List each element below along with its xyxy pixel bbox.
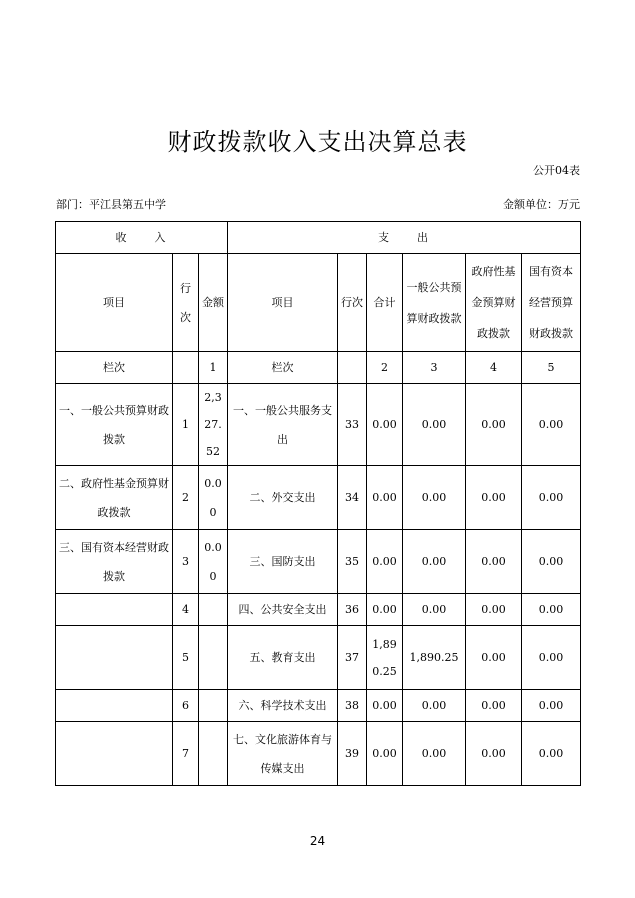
income-item-cell	[56, 594, 173, 626]
budget-table	[55, 221, 581, 786]
colno-empty-2	[338, 352, 367, 384]
state-capital-cell: 0.00	[522, 690, 581, 722]
general-budget-cell: 0.00	[403, 384, 466, 466]
table-row	[56, 466, 581, 530]
state-capital-cell: 0.00	[522, 626, 581, 690]
header-state-capital: 国有资本经营预算财政拨款	[522, 254, 581, 352]
page-title: 财政拨款收入支出决算总表	[167, 128, 468, 156]
header-expense-line-no: 行次	[338, 254, 367, 352]
income-section-header: 收 入	[56, 222, 228, 254]
header-total: 合计	[367, 254, 403, 352]
general-budget-cell: 0.00	[403, 466, 466, 530]
total-cell: 0.00	[367, 722, 403, 786]
expense-item-cell: 七、文化旅游体育与传媒支出	[228, 722, 338, 786]
expense-line-cell: 36	[338, 594, 367, 626]
income-item-cell: 三、国有资本经营财政拨款	[56, 530, 173, 594]
income-item-cell	[56, 626, 173, 690]
gov-fund-cell: 0.00	[466, 690, 522, 722]
income-amount-cell	[199, 690, 228, 722]
total-cell: 0.00	[367, 384, 403, 466]
expense-item-cell: 六、科学技术支出	[228, 690, 338, 722]
total-cell: 0.00	[367, 530, 403, 594]
colno-1: 1	[199, 352, 228, 384]
colno-3: 3	[403, 352, 466, 384]
state-capital-cell: 0.00	[522, 384, 581, 466]
income-amount-cell: 0.00	[199, 466, 228, 530]
header-gov-fund: 政府性基金预算财政拨款	[466, 254, 522, 352]
table-row	[56, 594, 581, 626]
gov-fund-cell: 0.00	[466, 722, 522, 786]
income-line-cell: 6	[173, 690, 199, 722]
expense-line-cell: 34	[338, 466, 367, 530]
table-row	[56, 690, 581, 722]
colno-5: 5	[522, 352, 581, 384]
table-row	[56, 626, 581, 690]
table-row	[56, 722, 581, 786]
income-line-cell: 1	[173, 384, 199, 466]
header-general-budget: 一般公共预算财政拨款	[403, 254, 466, 352]
department-label: 部门：平江县第五中学	[56, 198, 166, 211]
total-cell: 1,890.25	[367, 626, 403, 690]
income-amount-cell: 0.00	[199, 530, 228, 594]
table-row	[56, 384, 581, 466]
gov-fund-cell: 0.00	[466, 466, 522, 530]
state-capital-cell: 0.00	[522, 722, 581, 786]
general-budget-cell: 1,890.25	[403, 626, 466, 690]
general-budget-cell: 0.00	[403, 594, 466, 626]
expense-line-cell: 39	[338, 722, 367, 786]
form-code: 公开04表	[533, 164, 580, 177]
expense-line-cell: 35	[338, 530, 367, 594]
state-capital-cell: 0.00	[522, 466, 581, 530]
header-income-item: 项目	[56, 254, 173, 352]
total-cell: 0.00	[367, 594, 403, 626]
colno-4: 4	[466, 352, 522, 384]
amount-unit-label: 金额单位：万元	[503, 198, 580, 211]
column-number-row	[56, 352, 581, 384]
income-amount-cell	[199, 626, 228, 690]
colno-empty	[173, 352, 199, 384]
total-cell: 0.00	[367, 690, 403, 722]
gov-fund-cell: 0.00	[466, 530, 522, 594]
income-line-cell: 7	[173, 722, 199, 786]
income-amount-cell	[199, 594, 228, 626]
colno-2: 2	[367, 352, 403, 384]
income-line-cell: 4	[173, 594, 199, 626]
colno-expense-label: 栏次	[228, 352, 338, 384]
income-line-cell: 5	[173, 626, 199, 690]
expense-item-cell: 四、公共安全支出	[228, 594, 338, 626]
expense-section-header: 支 出	[228, 222, 581, 254]
total-cell: 0.00	[367, 466, 403, 530]
expense-line-cell: 37	[338, 626, 367, 690]
income-item-cell: 二、政府性基金预算财政拨款	[56, 466, 173, 530]
expense-item-cell: 一、一般公共服务支出	[228, 384, 338, 466]
expense-line-cell: 33	[338, 384, 367, 466]
gov-fund-cell: 0.00	[466, 626, 522, 690]
header-expense-item: 项目	[228, 254, 338, 352]
section-header-row	[56, 222, 581, 254]
expense-item-cell: 三、国防支出	[228, 530, 338, 594]
general-budget-cell: 0.00	[403, 722, 466, 786]
header-income-line-no: 行次	[173, 254, 199, 352]
gov-fund-cell: 0.00	[466, 594, 522, 626]
income-line-cell: 2	[173, 466, 199, 530]
expense-item-cell: 二、外交支出	[228, 466, 338, 530]
gov-fund-cell: 0.00	[466, 384, 522, 466]
table-row	[56, 530, 581, 594]
income-amount-cell: 2,327.52	[199, 384, 228, 466]
colno-label: 栏次	[56, 352, 173, 384]
general-budget-cell: 0.00	[403, 530, 466, 594]
state-capital-cell: 0.00	[522, 530, 581, 594]
income-line-cell: 3	[173, 530, 199, 594]
header-income-amount: 金额	[199, 254, 228, 352]
general-budget-cell: 0.00	[403, 690, 466, 722]
income-amount-cell	[199, 722, 228, 786]
column-header-row	[56, 254, 581, 352]
income-item-cell: 一、一般公共预算财政拨款	[56, 384, 173, 466]
income-item-cell	[56, 722, 173, 786]
income-item-cell	[56, 690, 173, 722]
state-capital-cell: 0.00	[522, 594, 581, 626]
expense-item-cell: 五、教育支出	[228, 626, 338, 690]
page-number: 24	[309, 834, 326, 848]
expense-line-cell: 38	[338, 690, 367, 722]
